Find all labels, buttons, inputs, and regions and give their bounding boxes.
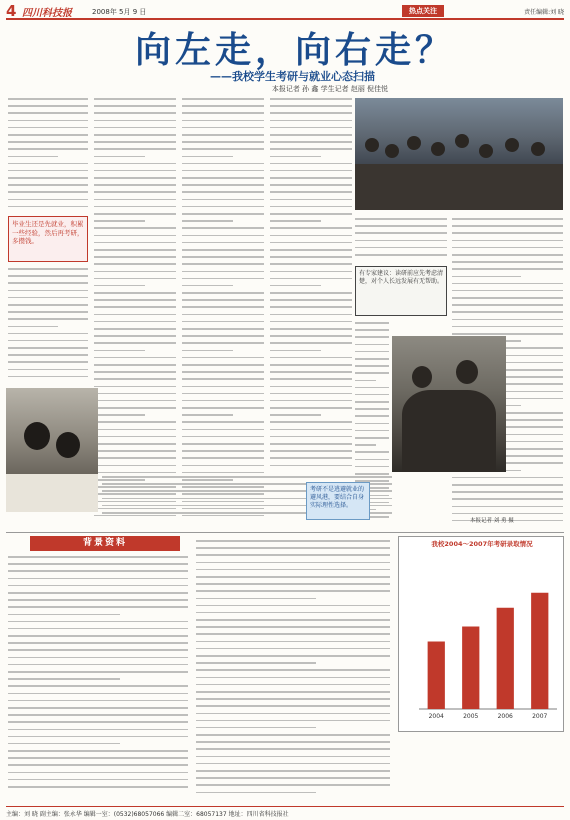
- chart-tick-label: 2006: [497, 713, 513, 720]
- page-number: 4: [6, 2, 17, 20]
- article-column-4: [270, 98, 352, 478]
- chart-bar-2006: [497, 608, 514, 709]
- highlight-text: 考研不是逃避就业的避风港，要结合自身实际理性选择。: [310, 486, 365, 509]
- section-tag: 热点关注: [402, 5, 444, 17]
- chart-tick-label: 2005: [463, 713, 479, 720]
- chart-tick-label: 2007: [532, 713, 548, 720]
- pull-quote: [8, 216, 88, 262]
- article-column-3: [182, 98, 264, 524]
- pull-quote-text: 毕业生还是先就业，积累一些经验，然后再考研，多攒钱。: [12, 220, 84, 245]
- article-column-5: [355, 218, 447, 262]
- masthead: [6, 4, 564, 20]
- inset-box: [355, 266, 447, 316]
- chart-svg: [399, 547, 565, 731]
- chart-bar-2007: [531, 593, 548, 709]
- background-title: 背景资料: [30, 536, 180, 551]
- editor-line: 责任编辑:刘 晓: [524, 9, 564, 16]
- headline: 向左走，向右走？: [134, 30, 455, 71]
- photo-student-consultation: [392, 336, 506, 472]
- article-column-1: [8, 98, 88, 214]
- photo-caption: 本报记者 刘 勇 摄: [470, 518, 514, 524]
- article-column-1b: [8, 268, 88, 384]
- chart-tick-label: 2004: [428, 713, 444, 720]
- paper-name: 四川科技报: [22, 8, 72, 19]
- inset-text: 有专家建议：读研前应先考虑清楚，对个人长远发展有无帮助。: [359, 270, 444, 285]
- highlight-box: [306, 482, 370, 520]
- background-column-1: [8, 556, 188, 800]
- section-divider: [6, 532, 564, 533]
- issue-date: 2008年 5月 9 日: [92, 8, 147, 16]
- footer: 主编：刘 晓 副主编：张永华 编辑一室：(0532)68057066 编辑二室：68057137 地址：四川省科技报社: [6, 806, 564, 818]
- chart-bar-2005: [462, 627, 479, 710]
- subheadline: ——我校学生考研与就业心态扫描: [210, 70, 375, 83]
- photo-students-studying: [6, 388, 98, 512]
- article-column-2: [94, 98, 176, 524]
- chart-bar-2004: [428, 642, 445, 710]
- admission-chart: [398, 536, 564, 732]
- photo-job-fair-crowd: [355, 98, 563, 210]
- background-column-2: [196, 540, 390, 800]
- chart-title: 我校2004～2007年考研录取情况: [431, 540, 533, 548]
- byline: 本报记者 孙 鑫 学生记者 赵丽 倪佳悦: [271, 85, 389, 93]
